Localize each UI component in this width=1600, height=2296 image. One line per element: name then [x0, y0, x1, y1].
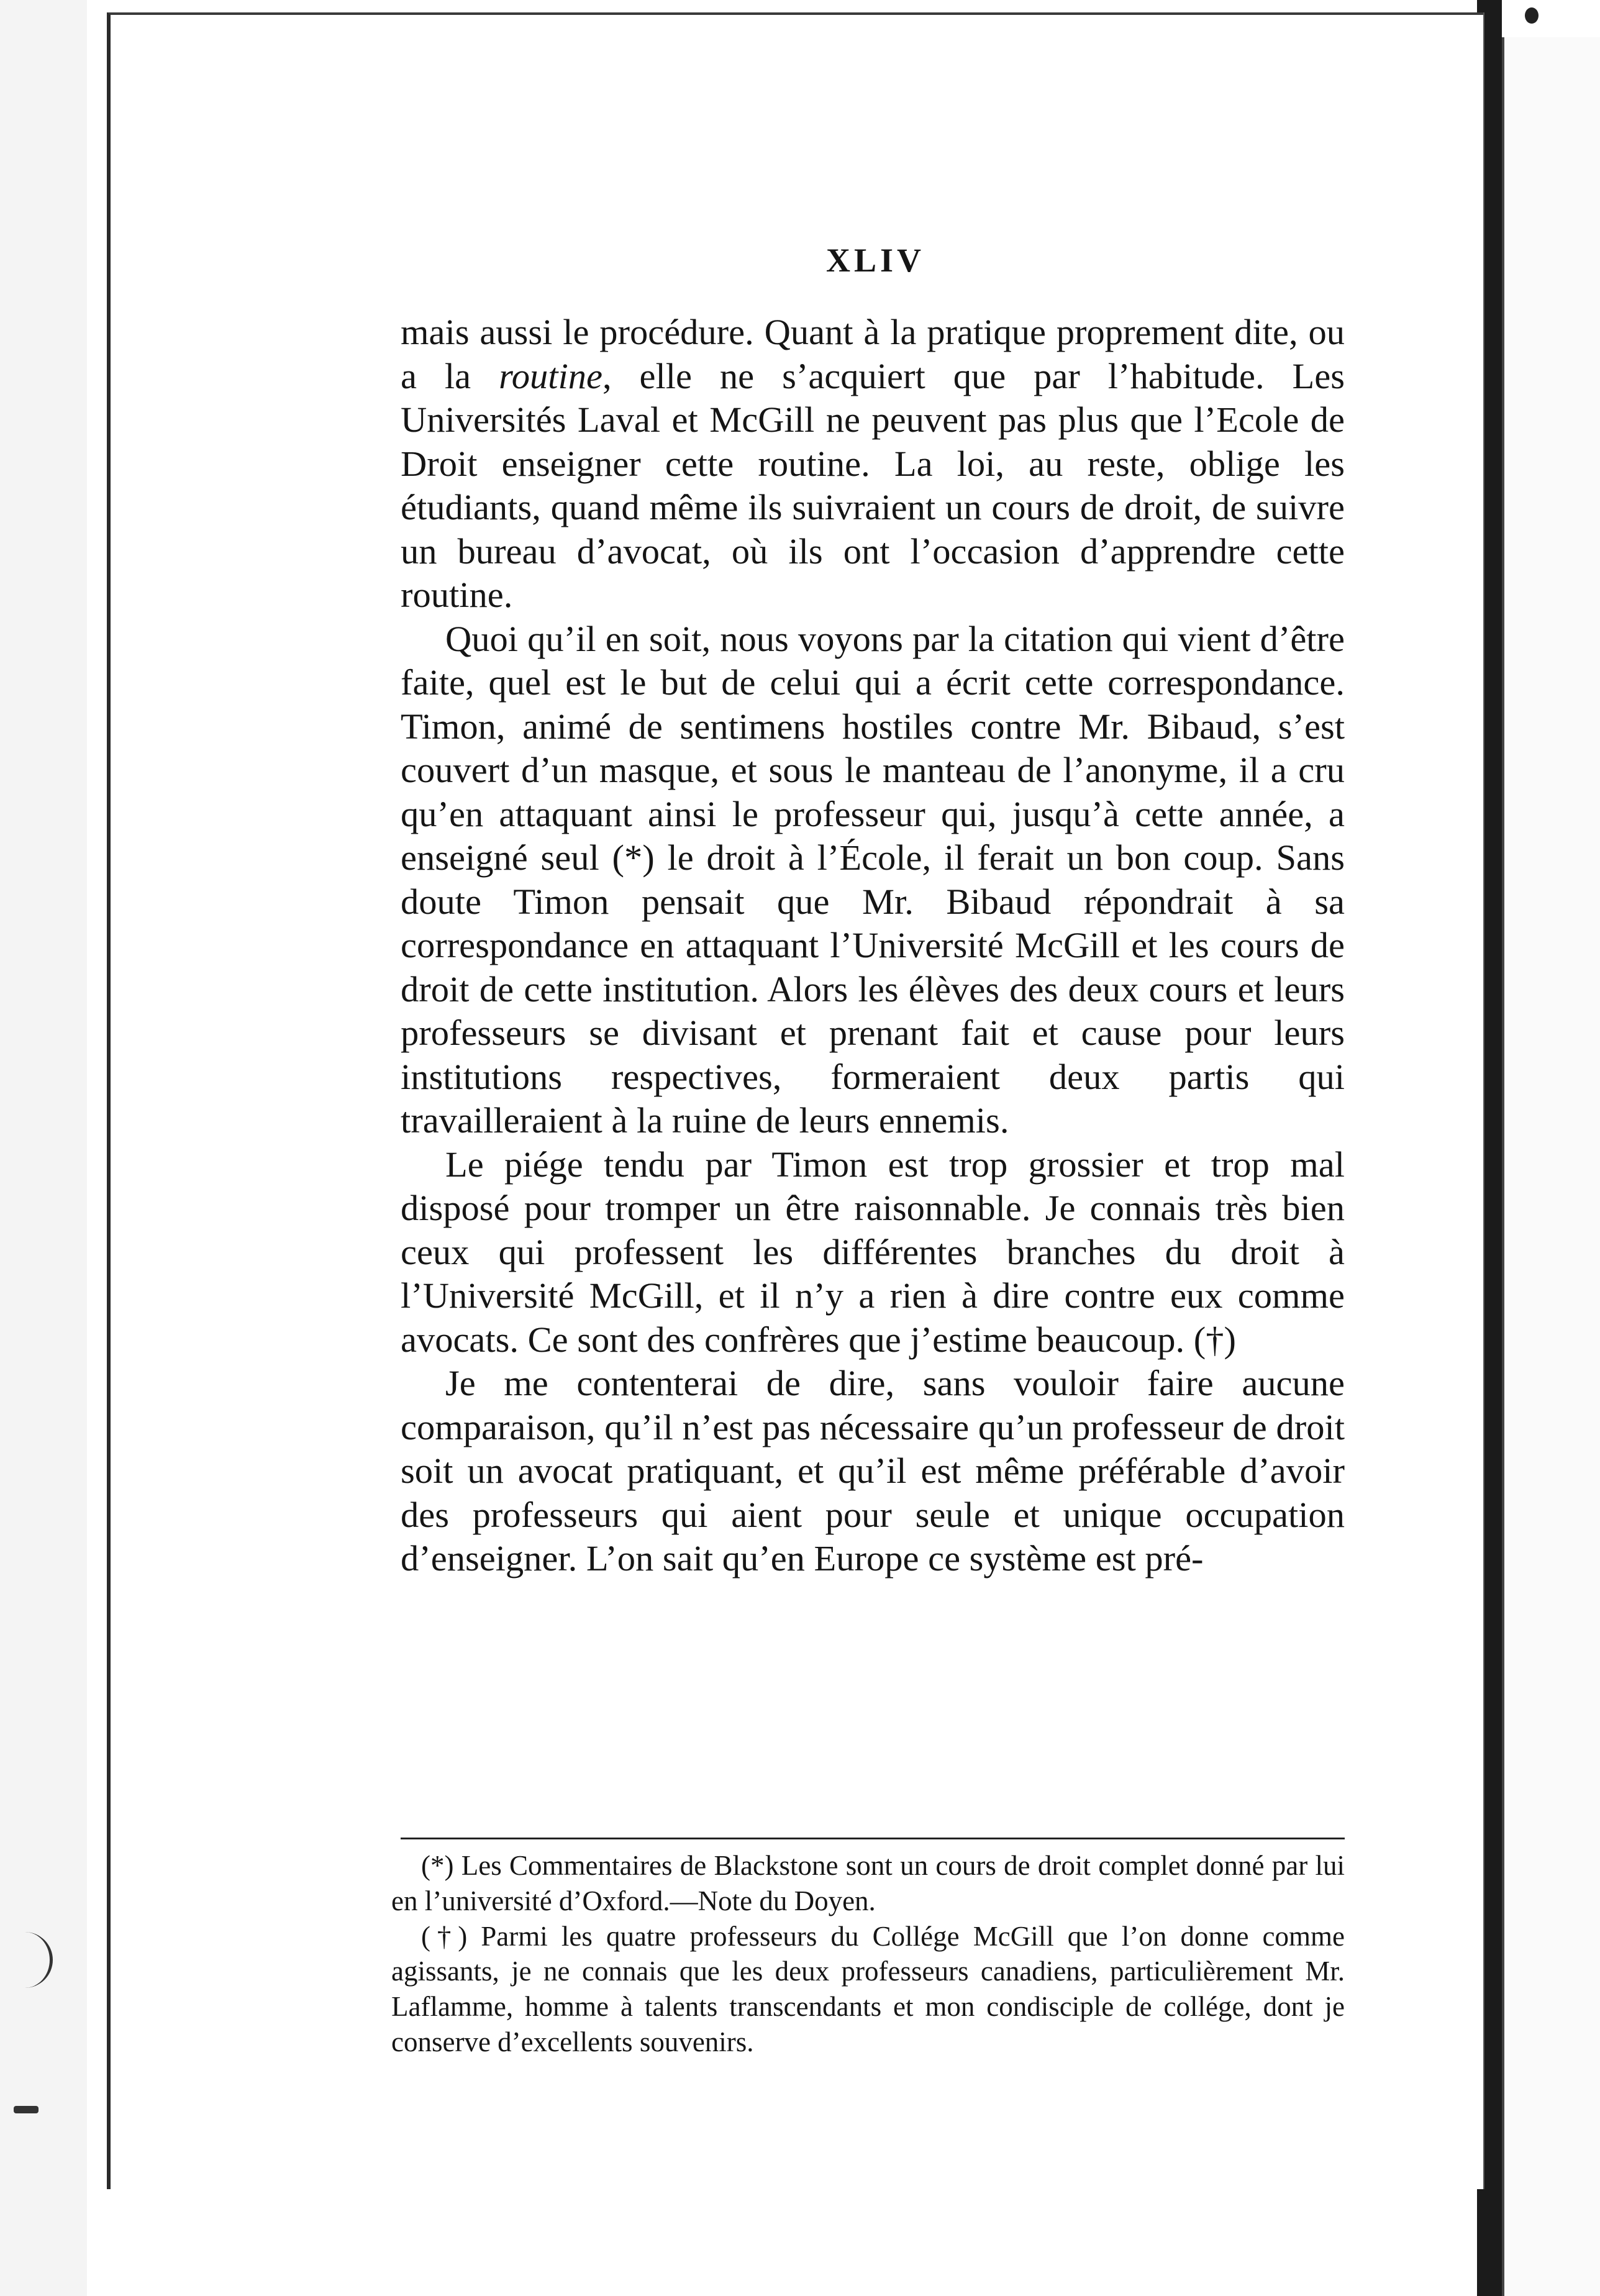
paragraph-3: Le piége tendu par Timon est trop grossier et trop mal disposé pour tromper un être raisonnable. Je connais très bien ceux qui professent les différentes branches du droit à l’Université McGill, et il n’y a rien à dire contre eux comme avocats. Ce sont des confrères que j’estime beaucoup. (†) — [401, 1144, 1345, 1360]
paragraph-2: Quoi qu’il en soit, nous voyons par la citation qui vient d’être faite, quel est le but de celui qui a écrit cette correspondance. Timon, animé de sentimens hostiles contre Mr. Bibaud, s’est couvert d’un masque, et sous le manteau de l’anonyme, il a cru qu’en attaquant ainsi le professeur qui, jusqu’à cette année, a enseigné seul (*) le droit à l’École, il ferait un bon coup. Sans doute Timon pensait que Mr. Bibaud répondrait à sa correspondance en attaquant l’Université McGill et les cours de droit de cette institution. Alors les élèves des deux cours et leurs professeurs se divisant et prenant fait et cause pour leurs institutions respectives, formeraient deux partis qui travailleraient à la ruine de leurs ennemis. — [401, 618, 1345, 1141]
paragraph-4: Je me contenterai de dire, sans vouloir faire aucune comparaison, qu’il n’est pas nécessaire qu’un professeur de droit soit un avocat pratiquant, et qu’il est même préférable d’avoir des professeurs qui aient pour seule et unique occupation d’enseigner. L’on sait qu’en Europe ce système est pré- — [401, 1363, 1345, 1578]
footnote-rule — [401, 1838, 1345, 1839]
facing-page-edge — [1502, 37, 1600, 2296]
paragraph-1 — [401, 311, 1345, 617]
footnote-dagger: (†) Parmi les quatre professeurs du Collége McGill que l’on donne comme agissants, je ne connais que les deux professeurs canadiens, particulièrement Mr. Laflamme, homme à talents transcendants et mon condisciple de collége, dont je conserve d’excellents souvenirs. — [391, 1920, 1345, 2057]
scan-artifact-dot — [14, 2106, 39, 2113]
body-text — [401, 311, 1345, 1581]
paragraph-1-end: , elle ne s’acquiert que par l’habitude. Les Universités Laval et McGill ne peuvent pas plus que l’Ecole de Droit enseigner cette routine. La loi, au reste, oblige les étudiants, quand même ils suivraient un cours de droit, de suivre un bureau d’avocat, où ils ont l’occasion d’apprendre cette routine. — [401, 355, 1345, 615]
paragraph-1-start: mais aussi le procédure. Quant à la pratique proprement dite, ou a la — [401, 312, 1345, 396]
paragraph-1-italic-word: routine — [499, 355, 602, 396]
footnotes — [391, 1848, 1345, 2060]
scan-corner-mark — [1525, 7, 1539, 24]
page-folio: XLIV — [826, 242, 925, 279]
footnote-asterisk: (*) Les Commentaires de Blackstone sont un cours de droit complet donné par lui en l’université d’Oxford.—Note du Doyen. — [391, 1850, 1345, 1916]
